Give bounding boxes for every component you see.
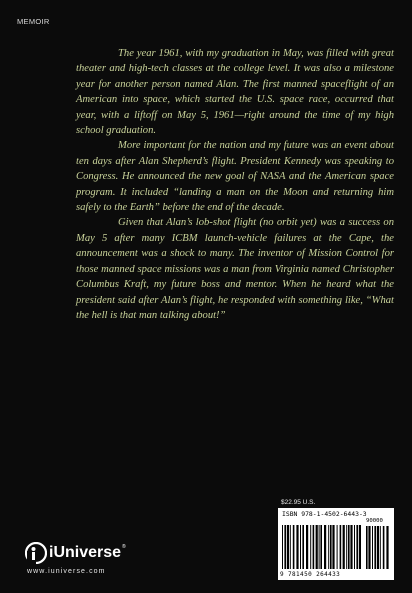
excerpt-paragraph: Given that Alan’s lob-shot flight (no orbit yet) was a success on May 5 after many ICBM launch-vehicle failures at the Cape, the announcement was a shock to many. The inventor of Mission Control for those manned space missions was a man from Virginia named Christopher Columbus Kraft, my future boss and mentor. When he heard what the president said after Alan’s flight, he responded with something like, “What the hell is that man talking about!” <box>76 217 394 321</box>
publisher-name: iUniverse <box>49 544 122 561</box>
publisher-website: www.iuniverse.com <box>27 568 106 575</box>
publisher-logo <box>25 542 126 564</box>
barcode-addon-code: 90000 <box>366 518 383 524</box>
registered-mark: ® <box>122 544 126 550</box>
barcode-digits: 9 781450 264433 <box>280 571 341 578</box>
barcode-addon-bars <box>366 526 390 569</box>
genre-label: MEMOIR <box>17 17 50 26</box>
isbn-barcode <box>278 508 394 580</box>
back-cover-excerpt <box>76 46 394 323</box>
iuniverse-logo-icon <box>25 542 47 564</box>
excerpt-paragraph: More important for the nation and my future was an event about ten days after Alan Shepherd’s flight. President Kennedy was speaking to Congress. He announced the new goal of NASA and the American space program. It included “landing a man on the Moon and returning him safely to the Earth” before the end of the decade. <box>76 140 394 214</box>
barcode-bars <box>282 525 362 569</box>
price-label: $22.95 U.S. <box>281 499 316 506</box>
excerpt-paragraph: The year 1961, with my graduation in May, was filled with great theater and high-tech classes at the college level. It was also a milestone year for another person named Alan. The first manned spaceflight of an American into space, which started the U.S. space race, occurred that year, with a liftoff on May 5, 1961—right around the time of my high school graduation. <box>76 48 394 137</box>
isbn-number: ISBN 978-1-4502-6443-3 <box>282 510 367 518</box>
